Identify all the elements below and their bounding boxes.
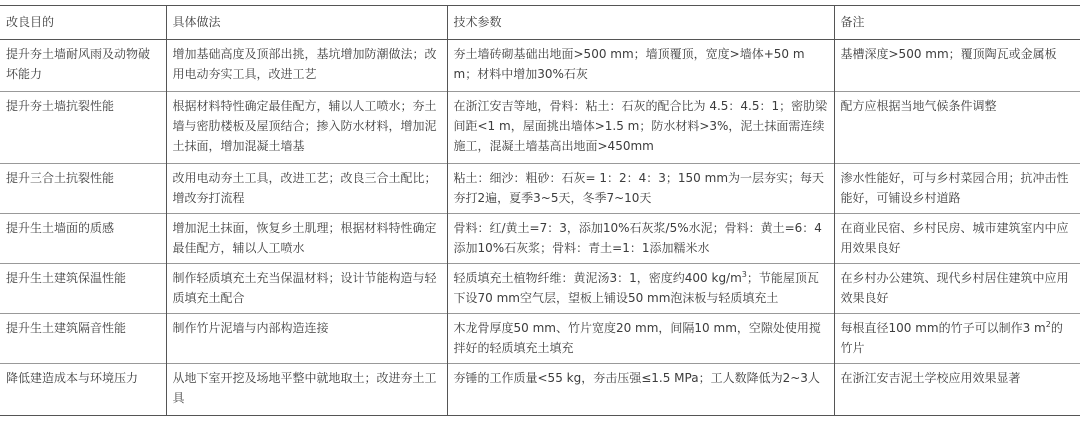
cell-notes: 在浙江安吉泥土学校应用效果显著 [834, 364, 1080, 416]
cell-method: 根据材料特性确定最佳配方，辅以人工喷水；夯土墙与密肋楼板及屋顶结合；掺入防水材料，增加泥土抹面，增加混凝土墙基 [166, 92, 447, 164]
cell-purpose: 提升生土建筑隔音性能 [0, 314, 166, 364]
cell-params: 夯锤的工作质量<55 kg，夯击压强≤1.5 MPa；工人数降低为2~3人 [447, 364, 834, 416]
cell-params: 在浙江安吉等地，骨料：粘土：石灰的配合比为 4.5：4.5：1；密肋梁间距<1 m，屋面挑出墙体>1.5 m；防水材料>3%，泥土抹面需连续施工，混凝土墙基高出地面>450mm [447, 92, 834, 164]
params-text-b: ；节能屋顶瓦下设70 mm空气层，望板上铺设50 mm泡沫板与轻质填充土 [453, 271, 819, 305]
cell-notes [834, 314, 1080, 364]
table-row [0, 164, 1080, 214]
cell-notes: 配方应根据当地气候条件调整 [834, 92, 1080, 164]
cell-notes: 渗水性能好，可与乡村菜园合用；抗冲击性能好，可铺设乡村道路 [834, 164, 1080, 214]
table-row [0, 364, 1080, 416]
header-method: 具体做法 [166, 6, 447, 40]
table-row [0, 92, 1080, 164]
notes-superscript: 2 [1045, 320, 1051, 329]
cell-purpose: 提升生土建筑保温性能 [0, 264, 166, 314]
cell-purpose: 提升夯土墙耐风雨及动物破坏能力 [0, 40, 166, 92]
improvement-table [0, 5, 1080, 416]
params-superscript: 3 [741, 270, 747, 279]
cell-purpose: 提升夯土墙抗裂性能 [0, 92, 166, 164]
cell-params [447, 264, 834, 314]
notes-text-b: 的竹片 [840, 321, 1063, 355]
cell-method: 制作轻质填充土充当保温材料；设计节能构造与轻质填充土配合 [166, 264, 447, 314]
cell-params: 木龙骨厚度50 mm、竹片宽度20 mm，间隔10 mm，空隙处使用搅拌好的轻质填充土填充 [447, 314, 834, 364]
table-row [0, 214, 1080, 264]
notes-text-a: 每根直径100 mm的竹子可以制作3 m [840, 321, 1046, 335]
cell-notes: 基槽深度>500 mm；覆顶陶瓦或金属板 [834, 40, 1080, 92]
cell-purpose: 降低建造成本与环境压力 [0, 364, 166, 416]
cell-method: 从地下室开挖及场地平整中就地取土；改进夯土工具 [166, 364, 447, 416]
cell-notes: 在乡村办公建筑、现代乡村居住建筑中应用效果良好 [834, 264, 1080, 314]
header-params: 技术参数 [447, 6, 834, 40]
table-row [0, 314, 1080, 364]
params-text-a: 轻质填充土植物纤维：黄泥汤3：1，密度约400 kg/m [453, 271, 742, 285]
header-row [0, 6, 1080, 40]
cell-notes: 在商业民宿、乡村民房、城市建筑室内中应用效果良好 [834, 214, 1080, 264]
cell-method: 改用电动夯土工具，改进工艺；改良三合土配比；增改夯打流程 [166, 164, 447, 214]
cell-purpose: 提升三合土抗裂性能 [0, 164, 166, 214]
header-notes: 备注 [834, 6, 1080, 40]
cell-params: 骨料：红/黄土=7：3，添加10%石灰浆/5%水泥；骨料：黄土=6：4添加10%石灰浆；骨料：青土=1：1添加糯米水 [447, 214, 834, 264]
cell-purpose: 提升生土墙面的质感 [0, 214, 166, 264]
cell-method: 增加基础高度及顶部出挑，基坑增加防潮做法；改用电动夯实工具，改进工艺 [166, 40, 447, 92]
cell-params: 粘土：细沙：粗砂：石灰= 1：2：4：3；150 mm为一层夯实；每天夯打2遍，夏季3~5天，冬季7~10天 [447, 164, 834, 214]
header-purpose: 改良目的 [0, 6, 166, 40]
cell-method: 制作竹片泥墙与内部构造连接 [166, 314, 447, 364]
table-row [0, 40, 1080, 92]
cell-method: 增加泥土抹面，恢复乡土肌理；根据材料特性确定最佳配方，辅以人工喷水 [166, 214, 447, 264]
cell-params: 夯土墙砖砌基础出地面>500 mm；墙顶覆顶，宽度>墙体+50 mm；材料中增加30%石灰 [447, 40, 834, 92]
table-row [0, 264, 1080, 314]
